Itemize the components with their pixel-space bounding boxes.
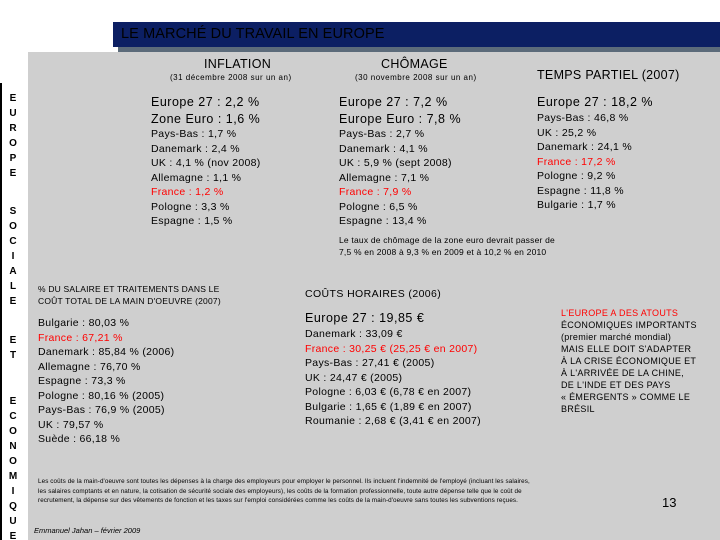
- list-item: Pologne : 6,03 € (6,78 € en 2007): [305, 386, 472, 398]
- vertical-letter: O: [9, 138, 17, 149]
- list-item: Pays-Bas : 2,7 %: [339, 128, 425, 140]
- salaire-title-line: % DU SALAIRE ET TRAITEMENTS DANS LE: [38, 284, 220, 294]
- salaire-title-line: COÛT TOTAL DE LA MAIN D'OEUVRE (2007): [38, 295, 221, 306]
- list-item: Espagne : 73,3 %: [38, 375, 126, 387]
- list-item: UK : 5,9 % (sept 2008): [339, 157, 452, 169]
- list-item: Espagne : 11,8 %: [537, 184, 624, 197]
- vertical-letter: Q: [9, 501, 17, 512]
- list-item: À L'ARRIVÉE DE LA CHINE,: [561, 368, 684, 378]
- list-item: Danemark : 2,4 %: [151, 142, 240, 155]
- list-item: Pays-Bas : 27,41 € (2005): [305, 357, 435, 369]
- list-item: Bulgarie : 1,7 %: [537, 199, 616, 211]
- list-item: Danemark : 85,84 % (2006): [38, 346, 175, 358]
- vertical-letter: I: [11, 251, 15, 262]
- list-item: Pologne : 9,2 %: [537, 170, 616, 182]
- vertical-label-column: [0, 83, 22, 540]
- list-item: BRÉSIL: [561, 404, 595, 414]
- vertical-letter: C: [9, 411, 17, 422]
- list-item: Allemagne : 76,70 %: [38, 360, 141, 373]
- list-item: France : 1,2 %: [151, 186, 224, 198]
- list-item: L'EUROPE A DES ATOUTS: [561, 308, 679, 318]
- list-item: Bulgarie : 1,65 € (1,89 € en 2007): [305, 400, 472, 413]
- list-item: France : 30,25 € (25,25 € en 2007): [305, 342, 478, 355]
- vertical-letter: S: [9, 206, 17, 217]
- list-item: (premier marché mondial): [561, 332, 672, 342]
- vertical-letter: E: [9, 93, 17, 104]
- vertical-letter: E: [9, 531, 17, 540]
- footnote-line: les salaires comptants et en nature, la cotisation de sécurité sociale des employeurs), les coûts de la formation professionnelle, toute autre dépense telle que le coût de: [38, 487, 522, 495]
- inflation-date-note: (31 décembre 2008 sur un an): [170, 73, 292, 82]
- vertical-letter: E: [9, 335, 17, 346]
- chomage-headline-line: Europe Euro : 7,8 %: [339, 112, 462, 126]
- footnote-line: Les coûts de la main-d'oeuvre sont toutes les dépenses à la charge des employeurs pour employer le personnel. Ils incluent l'indemnité de l'employé (incluant les salaires,: [38, 478, 530, 485]
- vertical-letter: U: [9, 516, 17, 527]
- list-item: Allemagne : 1,1 %: [151, 171, 242, 184]
- list-item: MAIS ELLE DOIT S'ADAPTER: [561, 344, 692, 354]
- list-item: France : 67,21 %: [38, 331, 123, 344]
- list-item: UK : 25,2 %: [537, 126, 597, 139]
- list-item: Pologne : 3,3 %: [151, 200, 230, 213]
- couts-title: COÛTS HORAIRES (2006): [305, 288, 442, 300]
- chomage-note-line: 7,5 % en 2008 à 9,3 % en 2009 et à 10,2 % en 2010: [339, 246, 547, 257]
- chomage-headline: [339, 94, 461, 128]
- vertical-letter: E: [9, 168, 17, 179]
- list-item: DE L'INDE ET DES PAYS: [561, 380, 671, 390]
- inflation-headline: [151, 94, 260, 128]
- chomage-title: CHÔMAGE: [381, 57, 448, 71]
- vertical-letter: E: [9, 396, 17, 407]
- vertical-letter: P: [9, 153, 17, 164]
- salaire-list: [38, 316, 174, 447]
- list-item: Suède : 66,18 %: [38, 433, 121, 445]
- list-item: Roumanie : 2,68 € (3,41 € en 2007): [305, 415, 481, 427]
- list-item: Pologne : 6,5 %: [339, 200, 418, 213]
- vertical-letter: U: [9, 108, 17, 119]
- list-item: Espagne : 1,5 %: [151, 215, 233, 227]
- list-item: ÉCONOMIQUES IMPORTANTS: [561, 320, 697, 330]
- list-item: Pologne : 80,16 % (2005): [38, 389, 165, 402]
- vertical-letter: A: [9, 266, 17, 277]
- list-item: À LA CRISE ÉCONOMIQUE ET: [561, 356, 697, 366]
- list-item: « ÉMERGENTS » COMME LE: [561, 392, 691, 402]
- list-item: Pays-Bas : 46,8 %: [537, 112, 629, 124]
- salaire-title: [38, 284, 221, 307]
- page-number: 13: [662, 495, 677, 510]
- inflation-list: [151, 127, 261, 229]
- chomage-list: [339, 127, 452, 229]
- inflation-title: INFLATION: [204, 57, 272, 71]
- couts-list: [305, 327, 481, 429]
- vertical-letter: R: [9, 123, 17, 134]
- vertical-letter: T: [9, 350, 17, 361]
- atouts-text: [561, 307, 697, 415]
- list-item: Pays-Bas : 76,9 % (2005): [38, 404, 165, 416]
- footnote-line: recrutement, la dépense sur des vêtements de fonction et les taxes sur l'emploi considérées comme les coûts de la main-d'oeuvre sans toutes les subventions reçues.: [38, 497, 519, 504]
- temps-partiel-headline: Europe 27 : 18,2 %: [537, 95, 654, 109]
- list-item: Bulgarie : 80,03 %: [38, 317, 130, 329]
- temps-partiel-title: TEMPS PARTIEL (2007): [537, 68, 680, 82]
- list-item: UK : 79,57 %: [38, 418, 104, 431]
- list-item: Danemark : 24,1 %: [537, 141, 632, 153]
- vertical-letter: M: [8, 471, 18, 482]
- list-item: Allemagne : 7,1 %: [339, 171, 430, 184]
- inflation-headline-line: Europe 27 : 2,2 %: [151, 95, 260, 109]
- author-credit: Emmanuel Jahan – février 2009: [34, 526, 141, 535]
- temps-partiel-list: [537, 111, 632, 213]
- vertical-letter: O: [9, 221, 17, 232]
- vertical-letter: O: [9, 426, 17, 437]
- vertical-letter: I: [11, 486, 15, 497]
- vertical-letter: O: [9, 456, 17, 467]
- list-item: UK : 24,47 € (2005): [305, 371, 403, 384]
- vertical-letter: C: [9, 236, 17, 247]
- footnote: [38, 477, 530, 506]
- list-item: France : 7,9 %: [339, 186, 412, 198]
- couts-headline: Europe 27 : 19,85 €: [305, 311, 425, 325]
- list-item: Pays-Bas : 1,7 %: [151, 128, 237, 140]
- vertical-letter: L: [9, 281, 17, 292]
- slide-title: LE MARCHÉ DU TRAVAIL EN EUROPE: [121, 26, 385, 42]
- chomage-date-note: (30 novembre 2008 sur un an): [355, 73, 477, 82]
- list-item: UK : 4,1 % (nov 2008): [151, 157, 261, 169]
- chomage-forecast-note: [339, 235, 555, 258]
- vertical-letter: N: [9, 441, 17, 452]
- inflation-headline-line: Zone Euro : 1,6 %: [151, 112, 261, 126]
- list-item: Espagne : 13,4 %: [339, 215, 427, 227]
- chomage-headline-line: Europe 27 : 7,2 %: [339, 95, 448, 109]
- list-item: France : 17,2 %: [537, 155, 616, 168]
- vertical-letter: E: [9, 296, 17, 307]
- list-item: Danemark : 33,09 €: [305, 328, 403, 340]
- chomage-note-line: Le taux de chômage de la zone euro devrait passer de: [339, 235, 555, 245]
- list-item: Danemark : 4,1 %: [339, 142, 428, 155]
